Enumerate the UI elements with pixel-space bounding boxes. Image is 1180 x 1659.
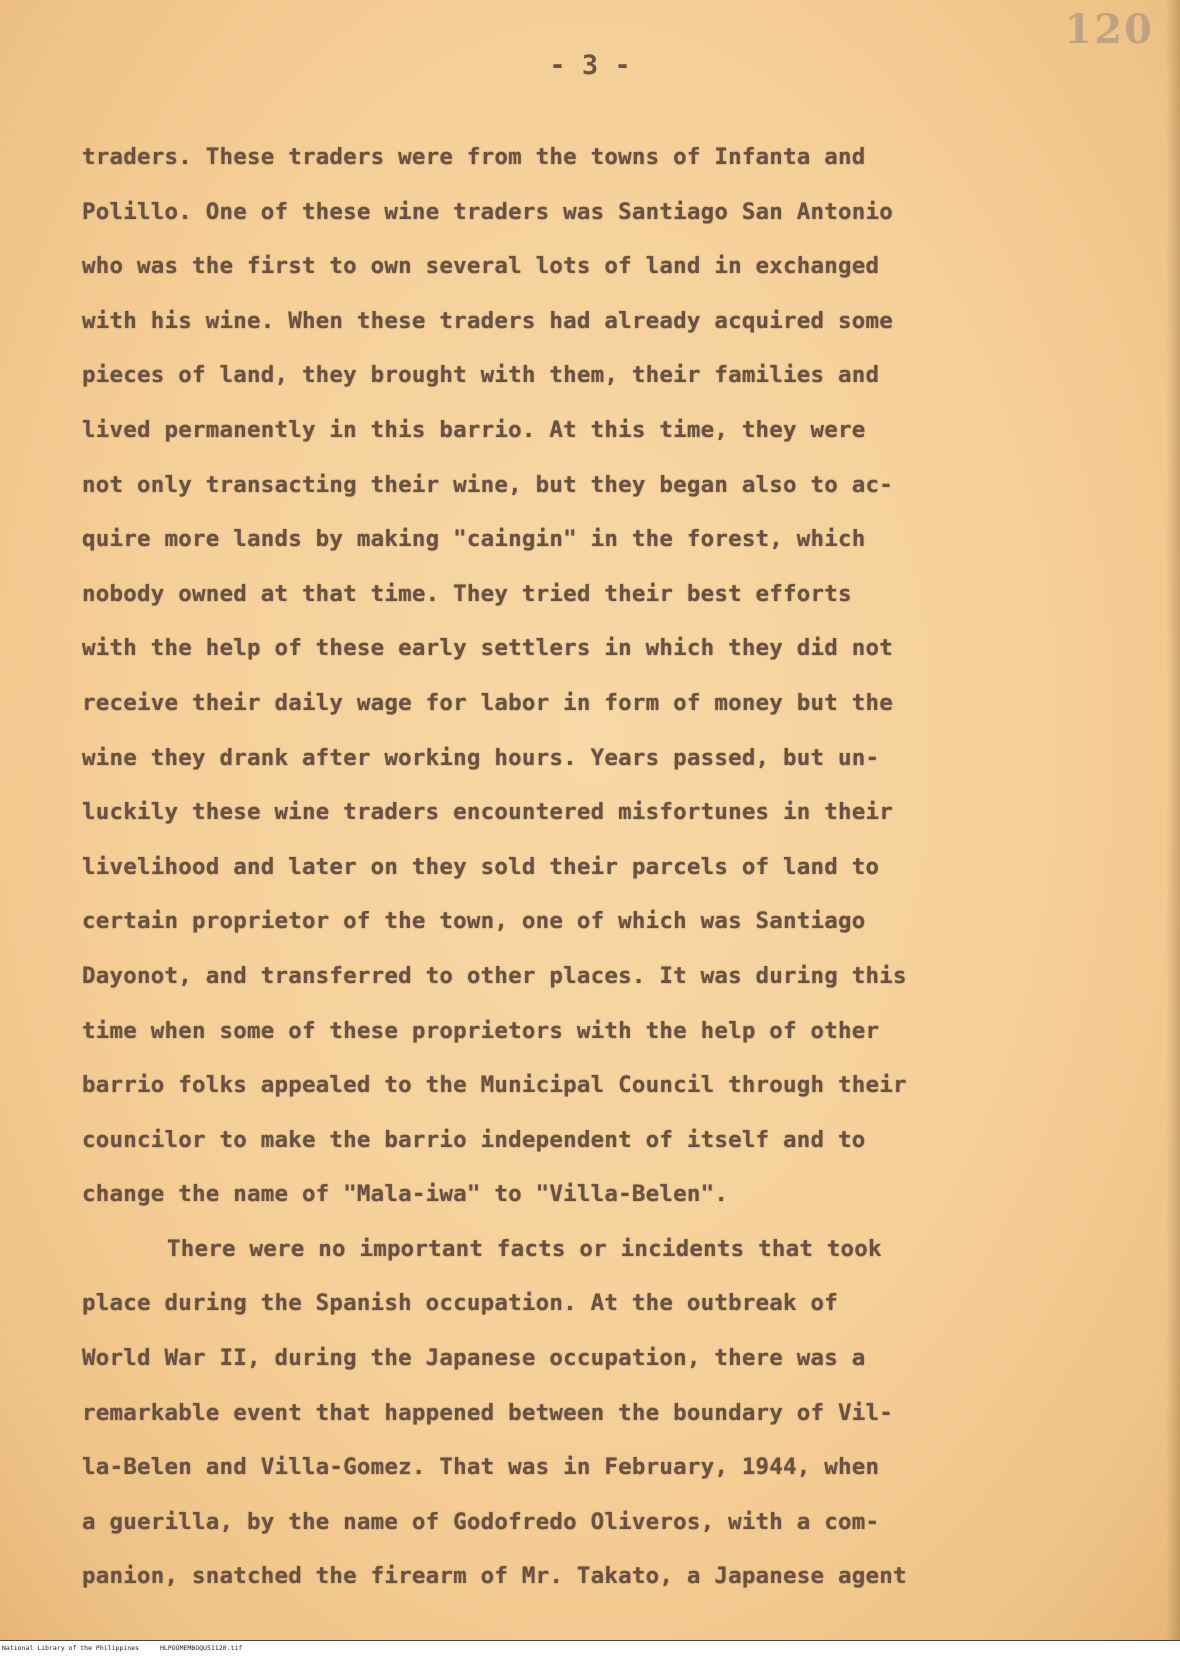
text-line: luckily these wine traders encountered misfortunes in their [82, 799, 894, 826]
text-line: Polillo. One of these wine traders was Santiago San Antonio [82, 198, 894, 225]
text-line: councilor to make the barrio independent of itself and to [82, 1126, 866, 1153]
text-line: certain proprietor of the town, one of which was Santiago [82, 908, 866, 935]
text-line: time when some of these proprietors with the help of other [82, 1017, 880, 1044]
text-line: not only transacting their wine, but they began also to ac- [82, 471, 894, 498]
text-line: with his wine. When these traders had already acquired some [82, 307, 894, 334]
page-edge-shadow [1166, 0, 1180, 1640]
page-stamp-number: 120 [1064, 6, 1154, 53]
text-line: change the name of "Mala-iwa" to "Villa-Belen". [82, 1181, 729, 1208]
text-line: lived permanently in this barrio. At this time, they were [82, 416, 866, 443]
footer-library-name: National Library of the Philippines [2, 1644, 139, 1652]
text-line: la-Belen and Villa-Gomez. That was in February, 1944, when [82, 1454, 880, 1481]
text-line: pieces of land, they brought with them, their families and [82, 362, 880, 389]
text-line: traders. These traders were from the towns of Infanta and [82, 144, 866, 170]
text-line: barrio folks appealed to the Municipal Council through their [82, 1072, 907, 1099]
text-line: with the help of these early settlers in which they did not [82, 635, 894, 662]
text-line: place during the Spanish occupation. At the outbreak of [82, 1290, 839, 1317]
text-line: who was the first to own several lots of land in exchanged [82, 253, 880, 280]
body-text [82, 130, 1092, 1604]
scan-footer [0, 1640, 1180, 1659]
page-number: - 3 - [549, 50, 631, 81]
text-line: World War II, during the Japanese occupation, there was a [82, 1345, 866, 1372]
text-line: wine they drank after working hours. Years passed, but un- [82, 744, 880, 771]
text-line: Dayonot, and transferred to other places. It was during this [82, 962, 907, 989]
text-line: remarkable event that happened between the boundary of Vil- [82, 1399, 894, 1426]
text-line: receive their daily wage for labor in form of money but the [82, 689, 894, 716]
paragraph-first-line: There were no important facts or incidents that took [167, 1235, 882, 1262]
text-line: a guerilla, by the name of Godofredo Oliveros, with a com- [82, 1508, 880, 1535]
text-line: quire more lands by making "caingin" in the forest, which [82, 526, 866, 553]
footer-file-id: HLPOOMEMBOQU51120.tif [160, 1644, 243, 1652]
text-line: nobody owned at that time. They tried their best efforts [82, 580, 852, 607]
text-line: panion, snatched the firearm of Mr. Takato, a Japanese agent [82, 1563, 907, 1590]
text-line: livelihood and later on they sold their parcels of land to [82, 853, 880, 880]
